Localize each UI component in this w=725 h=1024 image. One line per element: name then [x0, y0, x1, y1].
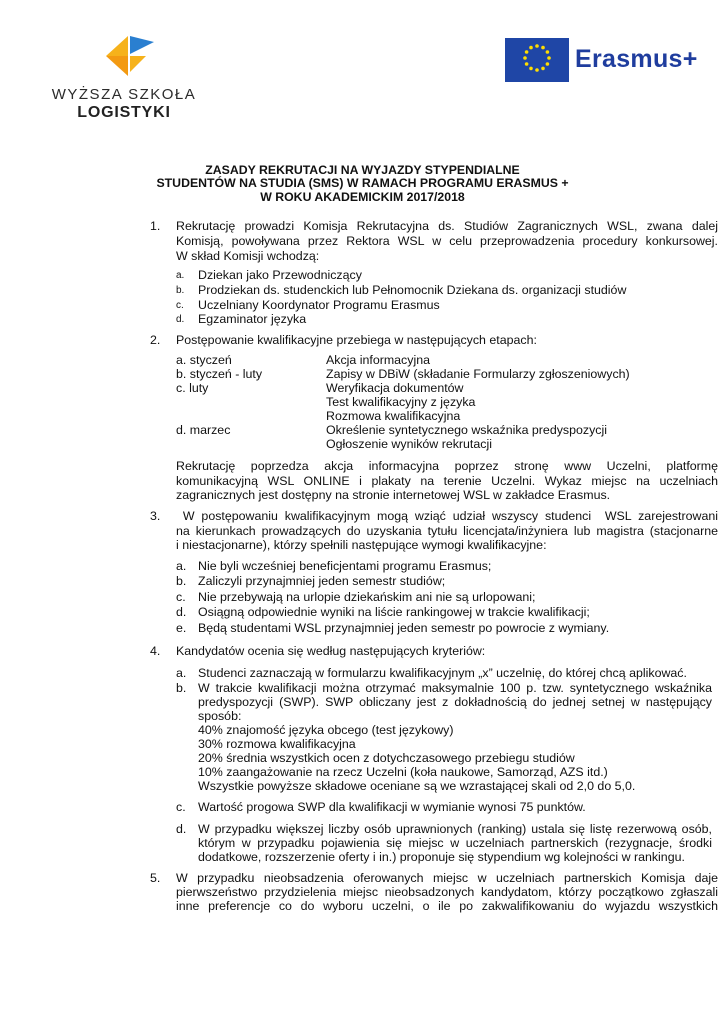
criteria-line: predyspozycji (SWP). SWP obliczany jest z dokładnością do jednej setnej w następujący: [198, 695, 712, 709]
list-item: Nie przebywają na urlopie dziekańskim ani nie są urlopowani;: [198, 590, 536, 604]
document-title: [140, 164, 585, 204]
section-5-line-1: W przypadku nieobsadzenia oferowanych miejsc w uczelniach partnerskich Komisja daje: [176, 871, 718, 885]
title-line-3: W ROKU AKADEMICKIM 2017/2018: [260, 189, 465, 204]
section-5-line-2: pierwszeństwo przydzielenia miejsc nieobsadzonych kandydatom, którzy początkowo zgłaszali: [176, 885, 718, 899]
list-item-letter: e.: [176, 621, 187, 635]
criteria-note: Wszystkie powyższe składowe oceniane są we wzrastającej skali od 2,0 do 5,0.: [198, 779, 636, 793]
erasmus-plus-label: Erasmus+: [575, 45, 698, 73]
title-line-1: ZASADY REKRUTACJI NA WYJAZDY STYPENDIALNE: [205, 163, 520, 177]
stage-activity: Test kwalifikacyjny z języka: [326, 395, 476, 409]
criteria-weight: 20% średnia wszystkich ocen z dotychczasowego przebiegu studiów: [198, 751, 575, 765]
section-2-number: 2.: [150, 333, 161, 347]
criteria-line: sposób:: [198, 709, 242, 723]
stage-activity: Akcja informacyjna: [326, 353, 430, 367]
criteria-line: W trakcie kwalifikacji można otrzymać maksymalnie 100 p. tzw. syntetycznego wskaźnika: [198, 681, 712, 695]
section-3-line-2: na kierunkach prowadzących do uzyskania tytułu licencjata/inżyniera lub magistra (stacjonarne: [176, 524, 718, 538]
list-item-letter: d.: [176, 314, 185, 325]
list-item-letter: a.: [176, 666, 187, 680]
erasmus-logo: [505, 38, 715, 86]
list-item-line: którym w przypadku pojawienia się miejsc w uczelniach partnerskich (rezygnacje, środki: [198, 836, 712, 850]
school-name-line1: WYŻSZA SZKOŁA: [51, 86, 197, 103]
section-5-number: 5.: [150, 871, 161, 885]
section-1-line-1: Rekrutację prowadzi Komisja Rekrutacyjna ds. Studiów Zagranicznych WSL, zwana dalej: [176, 219, 718, 233]
section-1-line-3: W skład Komisji wchodzą:: [176, 249, 320, 263]
stage-activity: Określenie syntetycznego wskaźnika predyspozycji: [326, 423, 607, 437]
stage-activity: Zapisy w DBiW (składanie Formularzy zgłoszeniowych): [326, 367, 630, 381]
stage-period: a. styczeń: [176, 353, 232, 367]
stage-period: b. styczeń - luty: [176, 367, 263, 381]
school-name-line2: LOGISTYKI: [77, 104, 171, 121]
criteria-weight: 30% rozmowa kwalifikacyjna: [198, 737, 356, 751]
list-item-letter: d.: [176, 605, 187, 619]
list-item-line: W przypadku większej liczby osób uprawnionych (ranking) ustala się listę rezerwową osób,: [198, 822, 712, 836]
title-line-2: STUDENTÓW NA STUDIA (SMS) W RAMACH PROGRAMU ERASMUS +: [156, 176, 569, 191]
criteria-weight: 10% zaangażowanie na rzecz Uczelni (koła naukowe, Samorząd, AZS itd.): [198, 765, 608, 779]
section-4-intro: Kandydatów ocenia się według następujących kryteriów:: [176, 644, 486, 658]
list-item-letter: b.: [176, 285, 185, 296]
stage-period: d. marzec: [176, 423, 231, 437]
eu-flag-icon: [505, 38, 569, 82]
list-item-letter: b.: [176, 574, 187, 588]
list-item: Dziekan jako Przewodniczący: [198, 268, 362, 282]
list-item: Będą studentami WSL przynajmniej jeden semestr po powrocie z wymiany.: [198, 621, 610, 635]
section-4-number: 4.: [150, 644, 161, 658]
section-1-line-2: Komisją, powoływana przez Rektora WSL w celu przeprowadzenia procedury konkursowej.: [176, 234, 718, 248]
section-2-para-line-1: Rekrutację poprzedza akcja informacyjna poprzez stronę www Uczelni, platformę: [176, 459, 718, 473]
list-item: Studenci zaznaczają w formularzu kwalifikacyjnym „x” uczelnię, do której chcą aplikować.: [198, 666, 687, 680]
list-item: Uczelniany Koordynator Programu Erasmus: [198, 298, 440, 312]
list-item-line: dodatkowe, rozszerzenie oferty i in.) proponuje się stypendium wg kolejności w rankingu.: [198, 850, 685, 864]
list-item: Prodziekan ds. studenckich lub Pełnomocnik Dziekana ds. organizacji studiów: [198, 283, 627, 297]
list-item: Osiągną odpowiednie wyniki na liście rankingowej w trakcie kwalifikacji;: [198, 605, 590, 619]
section-3-number: 3.: [150, 509, 161, 523]
stage-activity: Rozmowa kwalifikacyjna: [326, 409, 461, 423]
wsl-logo-mark-icon: [100, 32, 156, 78]
list-item-letter: b.: [176, 681, 187, 695]
list-item-letter: c.: [176, 590, 186, 604]
list-item-letter: d.: [176, 822, 187, 836]
list-item-letter: c.: [176, 800, 186, 814]
list-item: Zaliczyli przynajmniej jeden semestr studiów;: [198, 574, 446, 588]
section-3-line-3: i niestacjonarne), którzy spełnili następujące wymogi kwalifikacyjne:: [176, 538, 547, 552]
section-2-intro: Postępowanie kwalifikacyjne przebiega w następujących etapach:: [176, 333, 537, 347]
section-1-number: 1.: [150, 219, 161, 233]
section-2-para-line-3: zagranicznych jest dostępny na stronie internetowej WSL w zakładce Erasmus.: [176, 488, 611, 502]
list-item-letter: c.: [176, 300, 184, 311]
stage-activity: Weryfikacja dokumentów: [326, 381, 464, 395]
section-5-line-3: inne preferencje co do wyboru uczelni, o ile po zakwalifikowaniu do wyjazdu wszystkich: [176, 899, 718, 913]
list-item-letter: a.: [176, 270, 185, 281]
section-2-para-line-2: komunikacyjną WSL ONLINE i plakaty na terenie Uczelni. Wykaz miejsc na uczelniach: [176, 474, 718, 488]
list-item: Egzaminator języka: [198, 312, 307, 326]
list-item-letter: a.: [176, 559, 187, 573]
list-item: Wartość progowa SWP dla kwalifikacji w wymianie wynosi 75 punktów.: [198, 800, 586, 814]
list-item: Nie byli wcześniej beneficjentami programu Erasmus;: [198, 559, 492, 573]
wsl-logo: [48, 30, 208, 130]
stage-period: c. luty: [176, 381, 209, 395]
stage-activity: Ogłoszenie wyników rekrutacji: [326, 437, 492, 451]
criteria-weight: 40% znajomość języka obcego (test językowy): [198, 723, 454, 737]
section-3-line-1: W postępowaniu kwalifikacyjnym mogą wziąć udział wszyscy studenci WSL zarejestrowani: [176, 509, 718, 523]
